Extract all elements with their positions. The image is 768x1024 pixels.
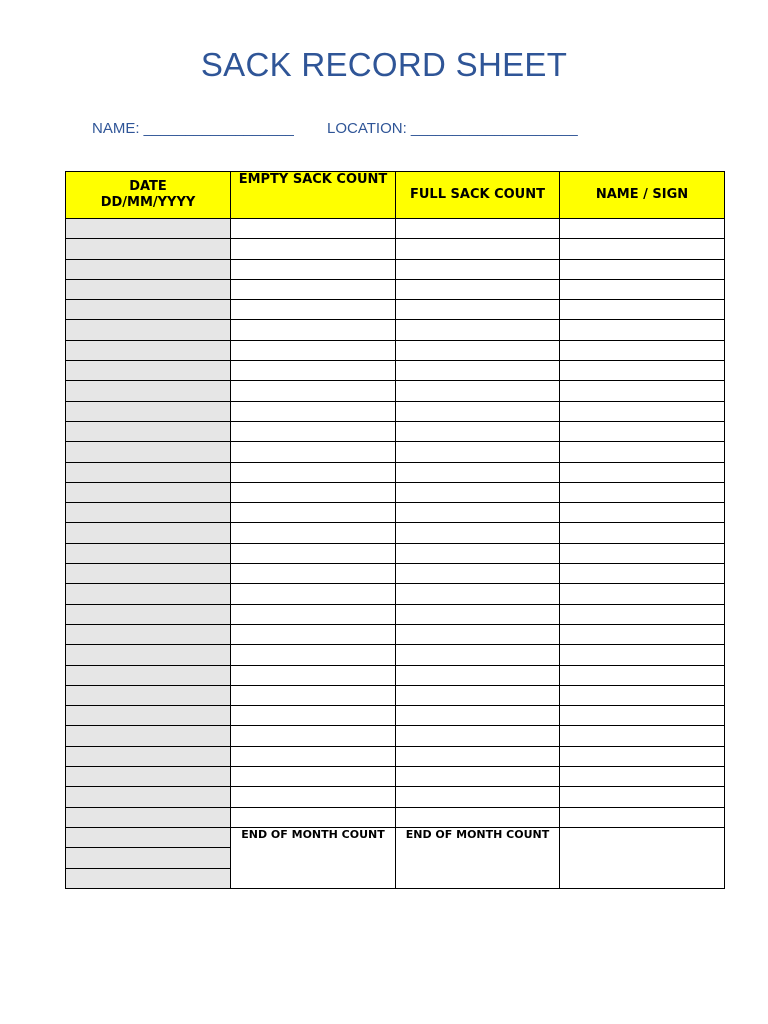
date-cell[interactable] xyxy=(66,219,231,239)
full-sack-cell[interactable] xyxy=(396,665,560,685)
name-sign-cell[interactable] xyxy=(560,482,725,502)
date-cell[interactable] xyxy=(66,787,231,807)
table-row xyxy=(66,604,725,624)
empty-sack-cell[interactable] xyxy=(231,706,396,726)
full-sack-cell[interactable] xyxy=(396,807,560,827)
empty-sack-cell[interactable] xyxy=(231,787,396,807)
table-row xyxy=(66,219,725,239)
empty-sack-cell[interactable] xyxy=(231,320,396,340)
date-cell[interactable] xyxy=(66,543,231,563)
table-row xyxy=(66,706,725,726)
empty-sack-cell[interactable] xyxy=(231,564,396,584)
full-sack-cell[interactable] xyxy=(396,442,560,462)
full-sack-cell[interactable] xyxy=(396,462,560,482)
table-row xyxy=(66,767,725,787)
name-sign-cell[interactable] xyxy=(560,685,725,705)
table-row xyxy=(66,746,725,766)
date-header-label: DATE xyxy=(129,179,167,194)
full-sack-cell[interactable] xyxy=(396,482,560,502)
full-sack-cell[interactable] xyxy=(396,706,560,726)
date-cell[interactable] xyxy=(66,868,231,888)
name-sign-cell[interactable] xyxy=(560,584,725,604)
full-sack-column-header: FULL SACK COUNT xyxy=(396,172,560,219)
full-sack-cell[interactable] xyxy=(396,685,560,705)
table-row xyxy=(66,685,725,705)
date-cell[interactable] xyxy=(66,462,231,482)
name-sign-cell[interactable] xyxy=(560,665,725,685)
end-of-month-full-count[interactable]: END OF MONTH COUNT xyxy=(396,827,560,888)
full-sack-cell[interactable] xyxy=(396,523,560,543)
empty-sack-cell[interactable] xyxy=(231,584,396,604)
name-sign-cell[interactable] xyxy=(560,239,725,259)
name-sign-cell[interactable] xyxy=(560,564,725,584)
name-sign-cell[interactable] xyxy=(560,787,725,807)
date-cell[interactable] xyxy=(66,421,231,441)
page-title: SACK RECORD SHEET xyxy=(200,46,568,83)
table-row xyxy=(66,442,725,462)
empty-sack-cell[interactable] xyxy=(231,523,396,543)
table-row xyxy=(66,239,725,259)
empty-sack-cell[interactable] xyxy=(231,645,396,665)
full-sack-cell[interactable] xyxy=(396,746,560,766)
full-sack-cell[interactable] xyxy=(396,584,560,604)
table-row xyxy=(66,421,725,441)
name-sign-cell[interactable] xyxy=(560,807,725,827)
name-field[interactable]: NAME: __________________ xyxy=(92,120,294,137)
empty-sack-cell[interactable] xyxy=(231,421,396,441)
empty-sack-cell[interactable] xyxy=(231,462,396,482)
full-sack-cell[interactable] xyxy=(396,300,560,320)
name-sign-cell[interactable] xyxy=(560,462,725,482)
full-sack-cell[interactable] xyxy=(396,503,560,523)
date-cell[interactable] xyxy=(66,665,231,685)
full-sack-cell[interactable] xyxy=(396,726,560,746)
date-cell[interactable] xyxy=(66,300,231,320)
table-row xyxy=(66,564,725,584)
table-row xyxy=(66,401,725,421)
table-row xyxy=(66,787,725,807)
table-row xyxy=(66,300,725,320)
empty-sack-cell[interactable] xyxy=(231,361,396,381)
date-cell[interactable] xyxy=(66,259,231,279)
empty-sack-cell[interactable] xyxy=(231,767,396,787)
full-sack-cell[interactable] xyxy=(396,401,560,421)
full-sack-cell[interactable] xyxy=(396,219,560,239)
table-row xyxy=(66,340,725,360)
name-sign-cell[interactable] xyxy=(560,706,725,726)
name-sign-cell[interactable] xyxy=(560,381,725,401)
name-sign-cell[interactable] xyxy=(560,604,725,624)
empty-sack-cell[interactable] xyxy=(231,665,396,685)
empty-sack-cell[interactable] xyxy=(231,259,396,279)
empty-sack-column-header: EMPTY SACK COUNT xyxy=(231,172,396,219)
full-sack-cell[interactable] xyxy=(396,787,560,807)
end-of-month-empty-count[interactable]: END OF MONTH COUNT xyxy=(231,827,396,888)
table-row xyxy=(66,503,725,523)
empty-sack-cell[interactable] xyxy=(231,624,396,644)
full-sack-cell[interactable] xyxy=(396,421,560,441)
date-cell[interactable] xyxy=(66,279,231,299)
empty-sack-cell[interactable] xyxy=(231,300,396,320)
empty-sack-cell[interactable] xyxy=(231,604,396,624)
name-sign-cell[interactable] xyxy=(560,219,725,239)
full-sack-cell[interactable] xyxy=(396,604,560,624)
full-sack-cell[interactable] xyxy=(396,259,560,279)
date-cell[interactable] xyxy=(66,239,231,259)
date-column-header xyxy=(66,172,231,219)
name-sign-cell[interactable] xyxy=(560,320,725,340)
name-sign-cell[interactable] xyxy=(560,300,725,320)
table-row xyxy=(66,381,725,401)
date-cell[interactable] xyxy=(66,706,231,726)
table-row xyxy=(66,259,725,279)
name-sign-cell[interactable] xyxy=(560,259,725,279)
full-sack-cell[interactable] xyxy=(396,767,560,787)
full-sack-cell[interactable] xyxy=(396,624,560,644)
table-row xyxy=(66,462,725,482)
name-sign-cell[interactable] xyxy=(560,746,725,766)
table-row xyxy=(66,482,725,502)
location-field[interactable]: LOCATION: ____________________ xyxy=(327,120,578,137)
empty-sack-cell[interactable] xyxy=(231,279,396,299)
name-sign-cell[interactable] xyxy=(560,624,725,644)
full-sack-cell[interactable] xyxy=(396,279,560,299)
full-sack-cell[interactable] xyxy=(396,239,560,259)
full-sack-cell[interactable] xyxy=(396,320,560,340)
table-row xyxy=(66,645,725,665)
full-sack-cell[interactable] xyxy=(396,564,560,584)
date-cell[interactable] xyxy=(66,320,231,340)
empty-sack-cell[interactable] xyxy=(231,340,396,360)
date-cell[interactable] xyxy=(66,827,231,847)
empty-sack-cell[interactable] xyxy=(231,482,396,502)
table-row xyxy=(66,361,725,381)
header-row xyxy=(66,172,725,219)
name-sign-cell[interactable] xyxy=(560,421,725,441)
date-cell[interactable] xyxy=(66,564,231,584)
table-row xyxy=(66,665,725,685)
empty-sack-cell[interactable] xyxy=(231,219,396,239)
full-sack-cell[interactable] xyxy=(396,361,560,381)
date-cell[interactable] xyxy=(66,746,231,766)
full-sack-cell[interactable] xyxy=(396,543,560,563)
name-sign-cell[interactable] xyxy=(560,726,725,746)
empty-sack-cell[interactable] xyxy=(231,543,396,563)
table-row xyxy=(66,726,725,746)
date-cell[interactable] xyxy=(66,523,231,543)
empty-sack-cell[interactable] xyxy=(231,685,396,705)
empty-sack-cell[interactable] xyxy=(231,442,396,462)
sack-record-table xyxy=(65,171,725,889)
name-sign-cell[interactable] xyxy=(560,401,725,421)
name-sign-cell[interactable] xyxy=(560,340,725,360)
name-sign-cell[interactable] xyxy=(560,279,725,299)
empty-sack-cell[interactable] xyxy=(231,807,396,827)
date-cell[interactable] xyxy=(66,361,231,381)
date-cell[interactable] xyxy=(66,503,231,523)
date-cell[interactable] xyxy=(66,442,231,462)
empty-sack-cell[interactable] xyxy=(231,381,396,401)
date-cell[interactable] xyxy=(66,685,231,705)
date-cell[interactable] xyxy=(66,381,231,401)
empty-sack-cell[interactable] xyxy=(231,746,396,766)
table-row xyxy=(66,807,725,827)
empty-sack-cell[interactable] xyxy=(231,239,396,259)
date-cell[interactable] xyxy=(66,624,231,644)
date-cell[interactable] xyxy=(66,401,231,421)
table-row xyxy=(66,523,725,543)
date-cell[interactable] xyxy=(66,848,231,868)
date-cell[interactable] xyxy=(66,767,231,787)
table-row xyxy=(66,624,725,644)
name-sign-cell[interactable] xyxy=(560,361,725,381)
full-sack-cell[interactable] xyxy=(396,381,560,401)
name-sign-cell[interactable] xyxy=(560,645,725,665)
date-cell[interactable] xyxy=(66,807,231,827)
name-sign-cell[interactable] xyxy=(560,503,725,523)
date-cell[interactable] xyxy=(66,604,231,624)
date-format-label: DD/MM/YYYY xyxy=(100,195,196,210)
name-sign-cell[interactable] xyxy=(560,442,725,462)
table-row xyxy=(66,584,725,604)
eom-row xyxy=(66,827,725,847)
name-sign-cell[interactable] xyxy=(560,523,725,543)
date-cell[interactable] xyxy=(66,584,231,604)
date-cell[interactable] xyxy=(66,482,231,502)
name-sign-column-header: NAME / SIGN xyxy=(560,172,725,219)
header-fields xyxy=(92,120,578,137)
full-sack-cell[interactable] xyxy=(396,645,560,665)
empty-sack-cell[interactable] xyxy=(231,503,396,523)
date-cell[interactable] xyxy=(66,645,231,665)
table-row xyxy=(66,320,725,340)
full-sack-cell[interactable] xyxy=(396,340,560,360)
name-sign-cell[interactable] xyxy=(560,543,725,563)
empty-sack-cell[interactable] xyxy=(231,401,396,421)
end-of-month-name-sign[interactable] xyxy=(560,827,725,888)
date-cell[interactable] xyxy=(66,340,231,360)
empty-sack-cell[interactable] xyxy=(231,726,396,746)
table-row xyxy=(66,279,725,299)
date-cell[interactable] xyxy=(66,726,231,746)
table-row xyxy=(66,543,725,563)
name-sign-cell[interactable] xyxy=(560,767,725,787)
